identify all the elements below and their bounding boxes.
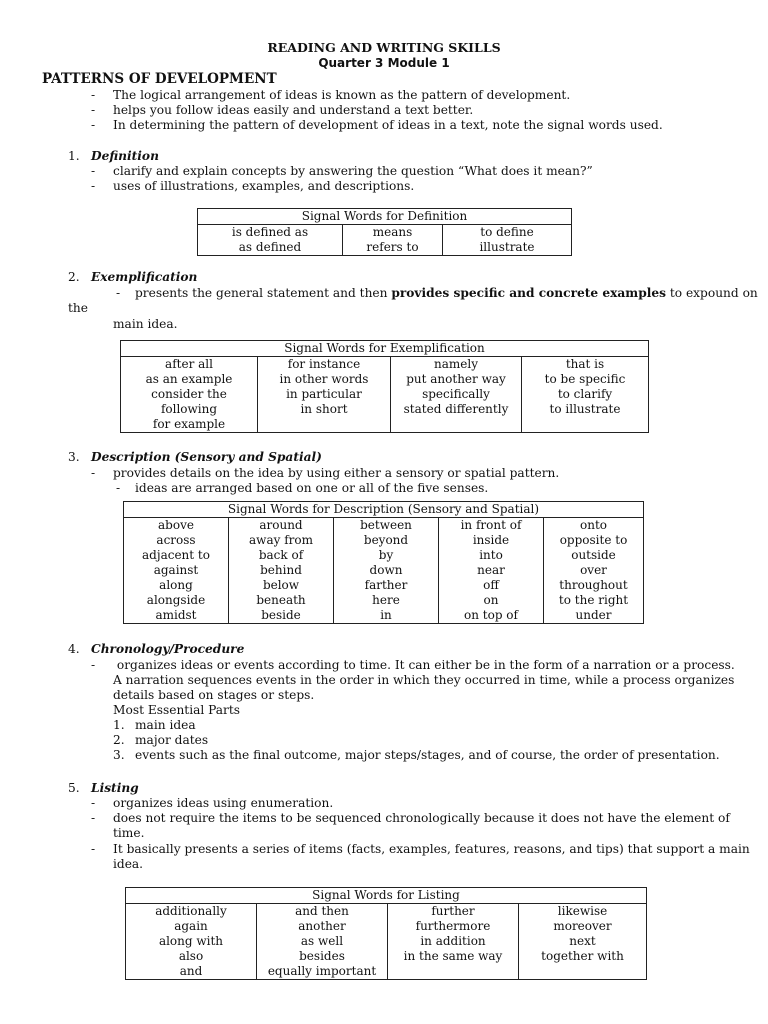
chronology-line-3: details based on stages or steps.	[113, 688, 315, 702]
table-cell	[544, 518, 644, 624]
signal-word: opposite to	[559, 533, 628, 547]
signal-word: on	[483, 593, 499, 607]
exemplification-text	[135, 286, 758, 301]
bullet-dash: -	[91, 179, 96, 193]
definition-title: Definition	[91, 149, 159, 163]
signal-word: again	[174, 919, 208, 933]
signal-word: that is	[565, 357, 605, 371]
signal-word: and	[179, 964, 203, 978]
signal-word: off	[483, 578, 499, 592]
signal-word: back of	[258, 548, 304, 562]
table-cell	[121, 357, 258, 433]
signal-word: and then	[295, 904, 349, 918]
table-cell	[439, 518, 544, 624]
signal-word: beneath	[256, 593, 306, 607]
table-cell	[388, 904, 519, 980]
table-cell	[126, 904, 257, 980]
definition-signal-table	[197, 208, 572, 256]
signal-word: away from	[249, 533, 313, 547]
signal-word: along	[159, 578, 193, 592]
signal-word: amidst	[155, 608, 197, 622]
description-signal-table	[123, 501, 644, 624]
signal-word: around	[259, 518, 303, 532]
signal-word: as an example	[145, 372, 233, 386]
signal-word: refers to	[366, 240, 419, 254]
chronology-line-2: A narration sequences events in the order in which they occurred in time, while a process organizes	[113, 673, 735, 687]
table-row	[198, 225, 572, 256]
signal-word: for instance	[287, 357, 361, 371]
bullet-dash: -	[91, 118, 96, 132]
signal-word: between	[360, 518, 412, 532]
signal-word: means	[372, 225, 413, 239]
intro-bullet-2: helps you follow ideas easily and understand a text better.	[113, 103, 474, 117]
signal-word: inside	[472, 533, 510, 547]
exemplification-text-pre: presents the general statement and then	[135, 286, 392, 300]
description-bullet-1: provides details on the idea by using either a sensory or spatial pattern.	[113, 466, 560, 480]
signal-word: behind	[260, 563, 302, 577]
signal-word: besides	[299, 949, 345, 963]
signal-word: put another way	[406, 372, 506, 386]
table-cell	[522, 357, 649, 433]
signal-word: adjacent to	[142, 548, 210, 562]
bullet-dash: -	[91, 164, 96, 178]
listing-bullet-3-line-1: It basically presents a series of items (facts, examples, features, reasons, and tips) that support a main	[113, 842, 750, 856]
document-subtitle: Quarter 3 Module 1	[318, 56, 450, 70]
listing-bullet-2-line-1: does not require the items to be sequenced chronologically because it does not have the element of	[113, 811, 730, 825]
signal-word: along with	[158, 934, 224, 948]
section-number: 1.	[68, 149, 80, 163]
exemplification-wrap-the: the	[68, 301, 88, 315]
signal-word: across	[156, 533, 196, 547]
signal-word: beside	[261, 608, 301, 622]
signal-word: to be specific	[544, 372, 626, 386]
table-row	[121, 357, 649, 433]
list-item: major dates	[135, 733, 209, 747]
signal-word: under	[575, 608, 612, 622]
signal-word: together with	[541, 949, 624, 963]
table-cell	[258, 357, 391, 433]
section-number: 3.	[68, 450, 80, 464]
chronology-parts-heading: Most Essential Parts	[113, 703, 241, 717]
signal-word: in the same way	[403, 949, 503, 963]
signal-word: next	[569, 934, 596, 948]
signal-word: is defined as	[231, 225, 309, 239]
exemplification-wrap-main: main idea.	[113, 317, 178, 331]
exemplification-title: Exemplification	[91, 270, 198, 284]
signal-word: alongside	[146, 593, 206, 607]
signal-word: additionally	[155, 904, 227, 918]
table-cell	[391, 357, 522, 433]
signal-word: over	[580, 563, 607, 577]
signal-word: by	[378, 548, 394, 562]
list-item-number: 2.	[113, 733, 125, 747]
signal-word: in particular	[286, 387, 362, 401]
table-cell	[198, 225, 343, 256]
table-row	[124, 518, 644, 624]
listing-title: Listing	[91, 781, 139, 795]
signal-word: in other words	[279, 372, 369, 386]
table-row	[126, 904, 647, 980]
table-cell	[257, 904, 388, 980]
signal-word: down	[369, 563, 403, 577]
signal-word: also	[178, 949, 204, 963]
bullet-dash: -	[91, 842, 96, 856]
section-heading: PATTERNS OF DEVELOPMENT	[42, 71, 277, 87]
list-item: events such as the final outcome, major steps/stages, and of course, the order of presentation.	[135, 748, 720, 762]
table-caption: Signal Words for Listing	[126, 888, 647, 904]
exemplification-text-post: to expound on	[665, 286, 758, 300]
signal-word: to illustrate	[549, 402, 621, 416]
section-number: 2.	[68, 270, 80, 284]
signal-word: against	[153, 563, 199, 577]
bullet-dash: -	[91, 466, 96, 480]
exemplification-text-bold: provides specific and concrete examples	[391, 286, 666, 300]
table-caption: Signal Words for Definition	[198, 209, 572, 225]
bullet-dash: -	[116, 481, 121, 495]
signal-word: to clarify	[557, 387, 613, 401]
table-cell	[343, 225, 443, 256]
table-cell	[443, 225, 572, 256]
table-cell	[229, 518, 334, 624]
signal-word: on top of	[464, 608, 518, 622]
signal-word: above	[158, 518, 194, 532]
document-title: READING AND WRITING SKILLS	[267, 40, 501, 55]
listing-bullet-2-line-2: time.	[113, 826, 145, 840]
signal-word: farther	[364, 578, 408, 592]
description-title: Description (Sensory and Spatial)	[91, 450, 322, 464]
table-cell	[334, 518, 439, 624]
signal-word: for example	[152, 417, 226, 431]
signal-word: into	[479, 548, 503, 562]
signal-word: below	[262, 578, 300, 592]
signal-word: moreover	[553, 919, 612, 933]
signal-word: after all	[165, 357, 213, 371]
list-item-number: 1.	[113, 718, 125, 732]
table-cell	[519, 904, 647, 980]
signal-word: throughout	[559, 578, 628, 592]
signal-word: in addition	[420, 934, 486, 948]
signal-word: here	[372, 593, 400, 607]
signal-word: outside	[571, 548, 616, 562]
signal-word: to the right	[558, 593, 629, 607]
signal-word: in front of	[460, 518, 522, 532]
table-caption: Signal Words for Description (Sensory and Spatial)	[124, 502, 644, 518]
listing-signal-table	[125, 887, 647, 980]
intro-bullet-1: The logical arrangement of ideas is known as the pattern of development.	[113, 88, 571, 102]
section-number: 4.	[68, 642, 80, 656]
signal-word: equally important	[267, 964, 377, 978]
listing-bullet-1: organizes ideas using enumeration.	[113, 796, 334, 810]
signal-word: illustrate	[479, 240, 535, 254]
bullet-dash: -	[91, 796, 96, 810]
signal-word: as well	[300, 934, 344, 948]
signal-word: namely	[434, 357, 478, 371]
signal-word: specifically	[422, 387, 490, 401]
section-number: 5.	[68, 781, 80, 795]
exemplification-signal-table	[120, 340, 649, 433]
signal-word: following	[160, 402, 218, 416]
bullet-dash: -	[91, 103, 96, 117]
bullet-dash: -	[91, 658, 96, 672]
table-cell	[124, 518, 229, 624]
bullet-dash: -	[91, 88, 96, 102]
definition-bullet-2: uses of illustrations, examples, and descriptions.	[113, 179, 415, 193]
signal-word: another	[298, 919, 346, 933]
bullet-dash: -	[91, 811, 96, 825]
bullet-dash: -	[116, 286, 121, 300]
list-item: main idea	[135, 718, 196, 732]
chronology-title: Chronology/Procedure	[91, 642, 245, 656]
signal-word: likewise	[557, 904, 608, 918]
list-item-number: 3.	[113, 748, 125, 762]
table-caption: Signal Words for Exemplification	[121, 341, 649, 357]
signal-word: in short	[300, 402, 348, 416]
signal-word: onto	[580, 518, 607, 532]
description-bullet-2: ideas are arranged based on one or all of the five senses.	[135, 481, 489, 495]
intro-bullet-3: In determining the pattern of development of ideas in a text, note the signal words used.	[113, 118, 663, 132]
signal-word: as defined	[238, 240, 302, 254]
listing-bullet-3-line-2: idea.	[113, 857, 144, 871]
signal-word: stated differently	[403, 402, 509, 416]
signal-word: in	[380, 608, 392, 622]
signal-word: near	[477, 563, 505, 577]
signal-word: furthermore	[415, 919, 491, 933]
signal-word: further	[431, 904, 475, 918]
signal-word: to define	[480, 225, 534, 239]
chronology-line-1: organizes ideas or events according to time. It can either be in the form of a narration or a process.	[113, 658, 735, 672]
signal-word: consider the	[151, 387, 227, 401]
definition-bullet-1: clarify and explain concepts by answering the question “What does it mean?”	[113, 164, 593, 178]
signal-word: beyond	[363, 533, 409, 547]
